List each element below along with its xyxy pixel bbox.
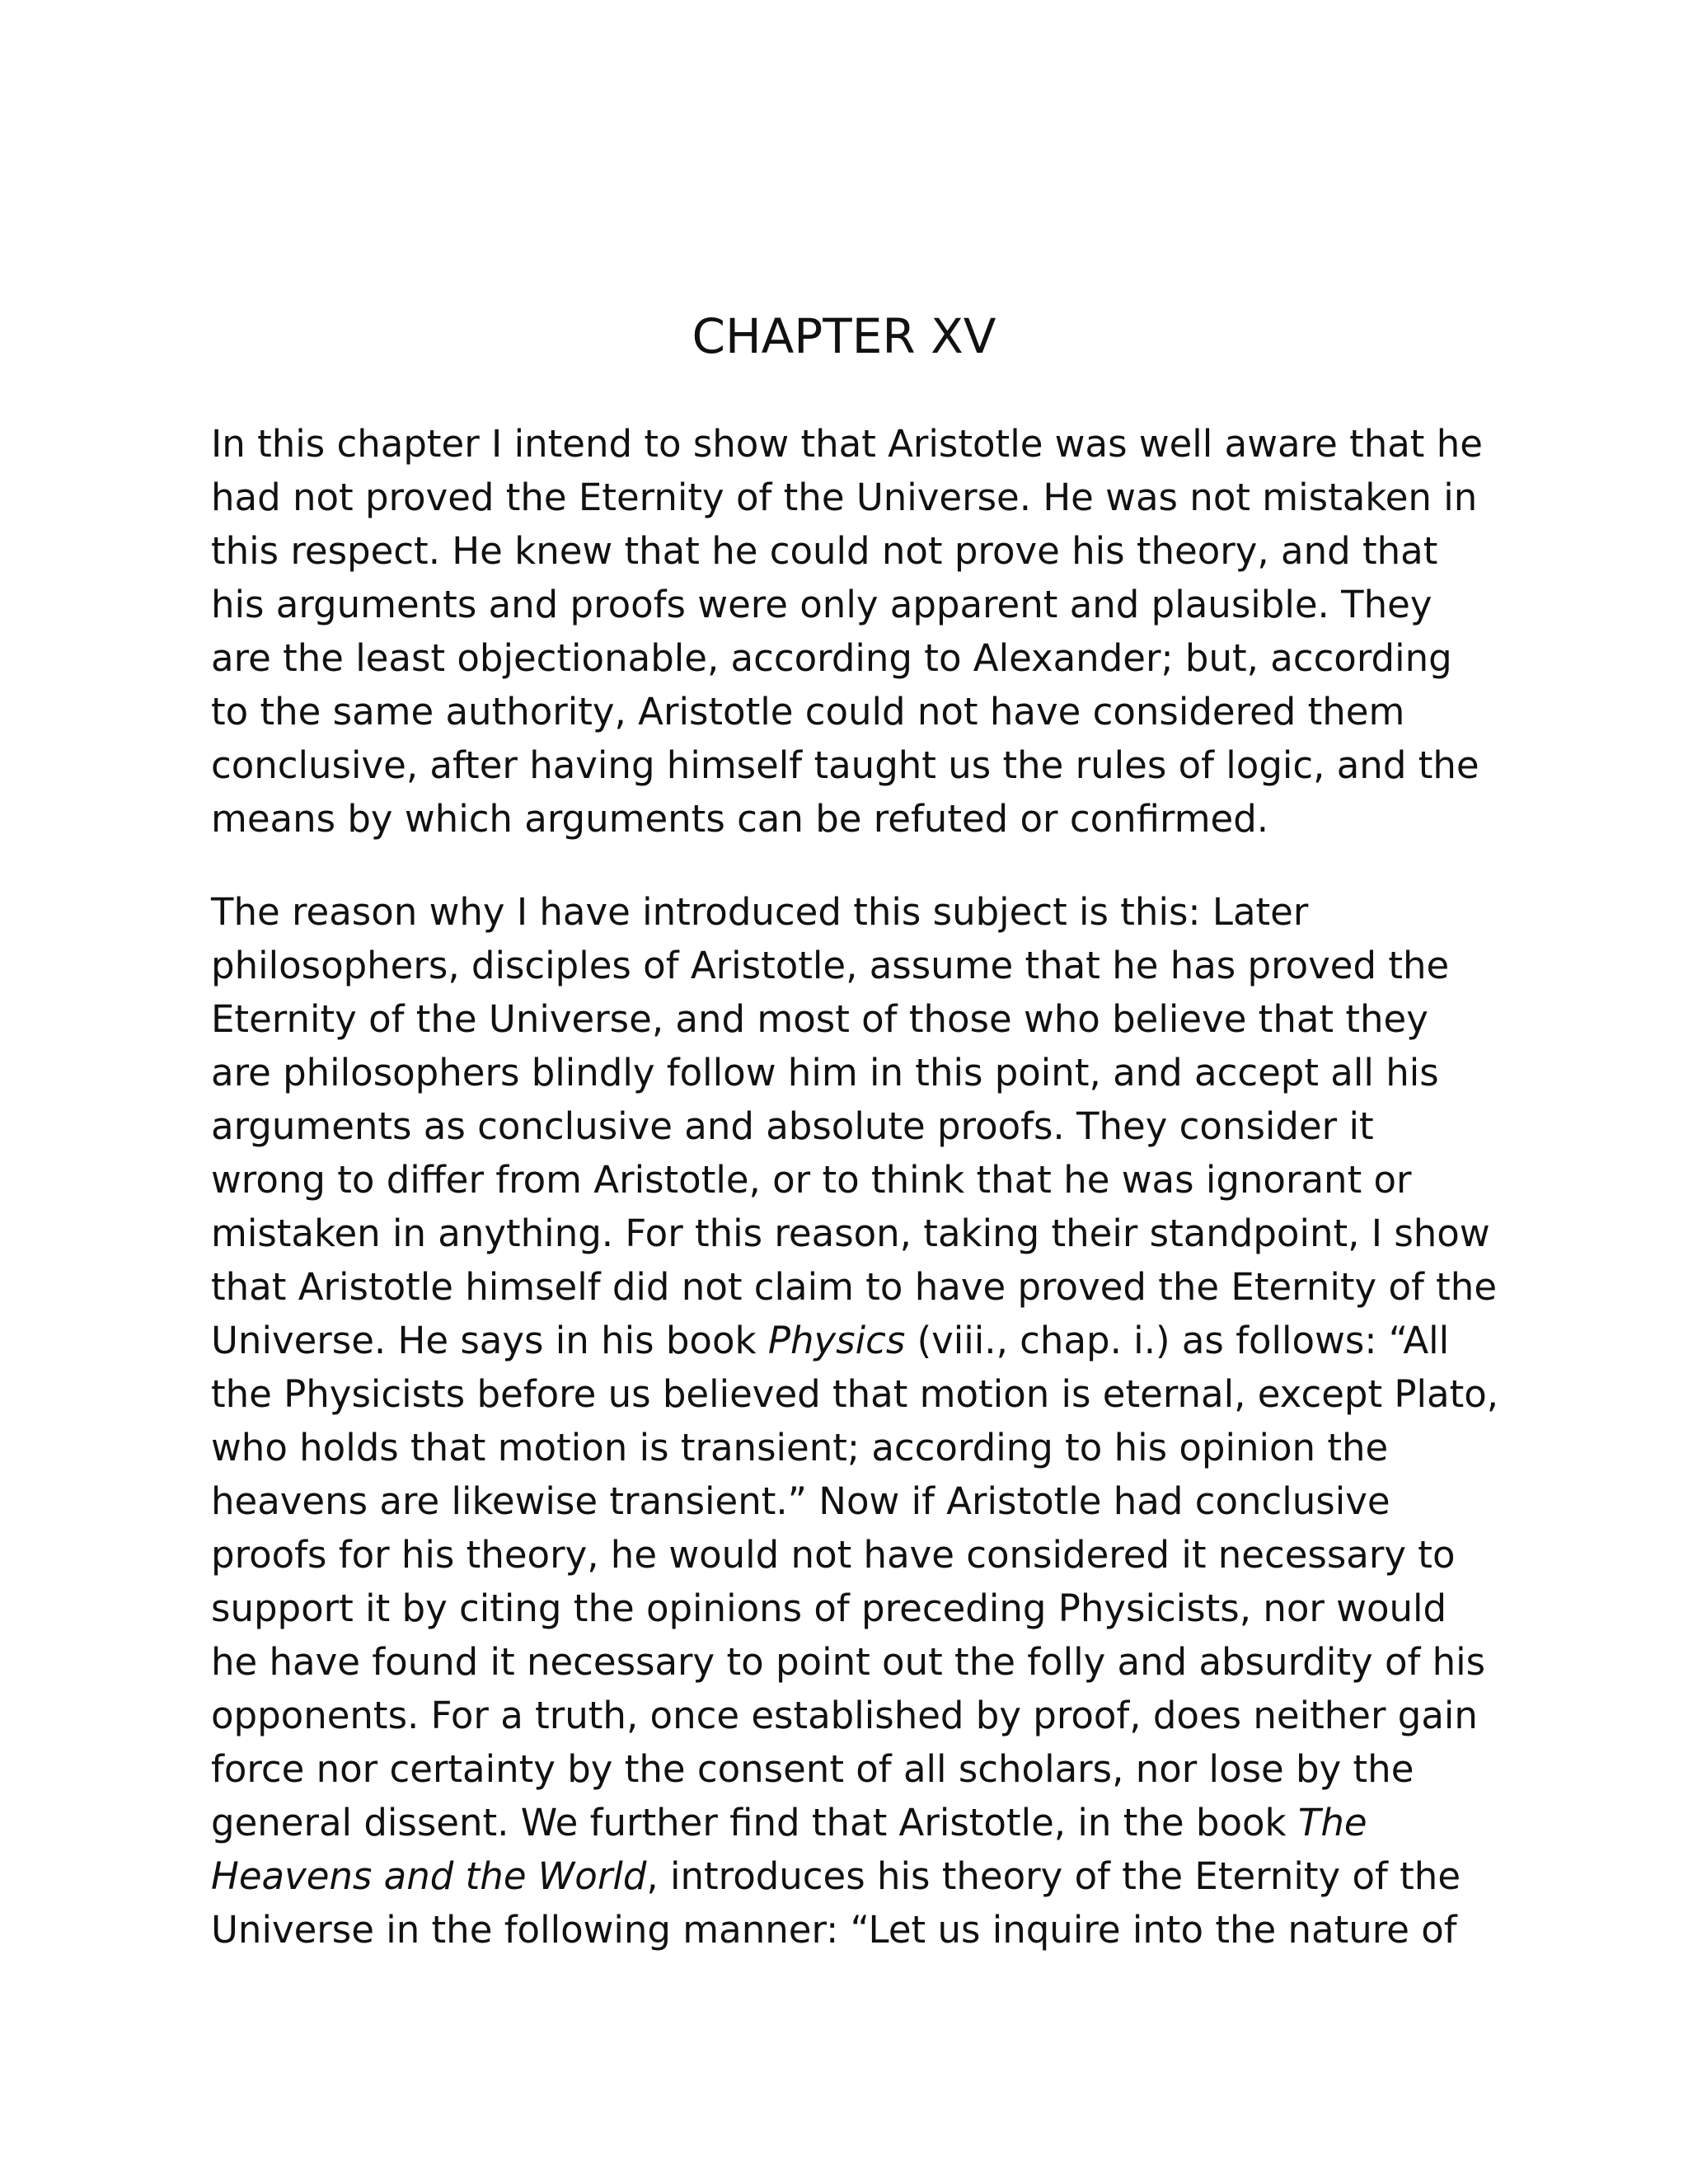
text-line: he have found it necessary to point out the folly and absurdity of his [211, 1640, 1486, 1684]
book-title-italic: Physics [767, 1319, 906, 1362]
text-line: heavens are likewise transient.” Now if Aristotle had conclusive [211, 1479, 1390, 1523]
text-line [211, 1314, 1489, 1367]
text-segment: , introduces his theory of the Eternity of the [646, 1854, 1461, 1898]
text-line: support it by citing the opinions of preceding Physicists, nor would [211, 1586, 1447, 1630]
text-line: mistaken in anything. For this reason, taking their standpoint, I show [211, 1212, 1490, 1255]
text-line: had not proved the Eternity of the Universe. He was not mistaken in [211, 476, 1478, 519]
text-line: Universe in the following manner: “Let us inquire into the nature of [211, 1908, 1457, 1952]
text-line [211, 1849, 1489, 1903]
text-line: the Physicists before us believed that motion is eternal, except Plato, [211, 1372, 1499, 1416]
text-line: opponents. For a truth, once established by proof, does neither gain [211, 1694, 1478, 1737]
book-title-italic: Heavens and the World [211, 1854, 647, 1898]
chapter-title: CHAPTER XV [692, 308, 996, 364]
text-line: this respect. He knew that he could not prove his theory, and that [211, 529, 1438, 573]
text-line: Eternity of the Universe, and most of those who believe that they [211, 997, 1428, 1041]
paragraph [211, 885, 1499, 1957]
text-line [211, 1796, 1489, 1849]
text-line: are the least objectionable, according to Alexander; but, according [211, 636, 1452, 680]
text-line: The reason why I have introduced this subject is this: Later [211, 890, 1309, 934]
text-line: In this chapter I intend to show that Aristotle was well aware that he [211, 422, 1483, 466]
text-line: are philosophers blindly follow him in this point, and accept all his [211, 1051, 1439, 1094]
text-line: to the same authority, Aristotle could not have considered them [211, 690, 1405, 733]
text-line: that Aristotle himself did not claim to have proved the Eternity of the [211, 1265, 1498, 1309]
text-segment: general dissent. We further find that Aristotle, in the book [211, 1801, 1298, 1844]
text-line: force nor certainty by the consent of all scholars, nor lose by the [211, 1747, 1414, 1791]
text-line: wrong to differ from Aristotle, or to think that he was ignorant or [211, 1158, 1412, 1202]
text-line: who holds that motion is transient; according to his opinion the [211, 1426, 1389, 1469]
text-line: means by which arguments can be refuted or confirmed. [211, 797, 1269, 841]
paragraph [211, 417, 1489, 846]
text-line: conclusive, after having himself taught us the rules of logic, and the [211, 743, 1479, 787]
text-line: proofs for his theory, he would not have considered it necessary to [211, 1533, 1456, 1577]
text-line: his arguments and proofs were only apparent and plausible. They [211, 583, 1432, 626]
chapter-body [211, 417, 1499, 1996]
book-title-italic: The [1297, 1801, 1367, 1844]
text-line: arguments as conclusive and absolute proofs. They consider it [211, 1104, 1374, 1148]
text-segment: (viii., chap. i.) as follows: “All [905, 1319, 1450, 1362]
text-line: philosophers, disciples of Aristotle, assume that he has proved the [211, 944, 1450, 987]
text-segment: Universe. He says in his book [211, 1319, 768, 1362]
